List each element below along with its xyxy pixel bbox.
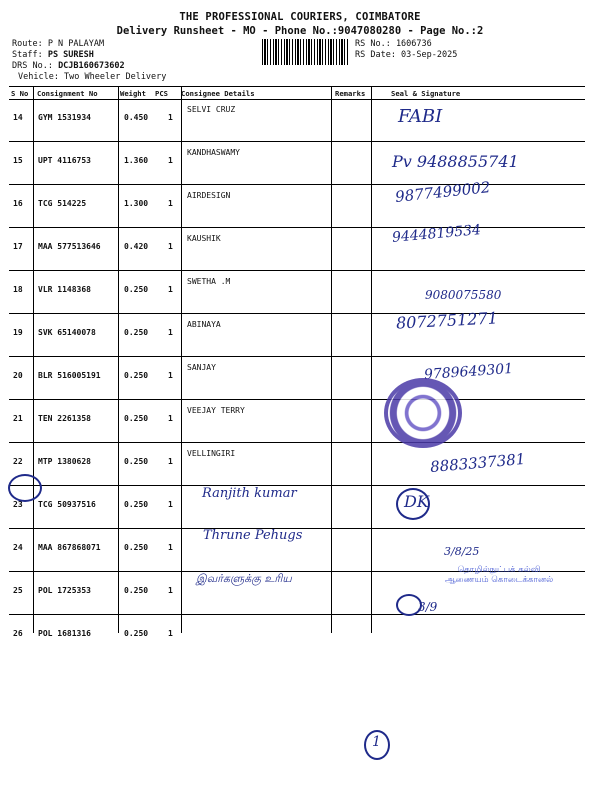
row-weight: 0.250 [124,328,149,337]
drs-value: DCJB160673602 [58,61,125,71]
row-sno: 23 [13,500,23,509]
signature-14: FABI [398,106,443,127]
row-pcs: 1 [168,328,173,337]
row-weight: 0.450 [124,113,149,122]
table-row [9,486,585,529]
rs-number: RS No.: 1606736 [355,39,432,49]
row-consignee: KAUSHIK [187,234,221,243]
row-consignment: TEN 2261358 [38,414,91,423]
row-consignment: MAA 867868071 [38,543,101,552]
row-weight: 0.420 [124,242,149,251]
col-sno: S No [11,89,29,98]
signature-17: 9444819534 [391,222,482,246]
row-consignment: MTP 1380628 [38,457,91,466]
row-pcs: 1 [168,199,173,208]
row-consignee: SANJAY [187,363,216,372]
bottom-mark: 1 [372,734,381,750]
round-office-stamp [384,378,462,448]
row-pcs: 1 [168,285,173,294]
col-consignment: Consignment No [37,89,98,98]
row-consignee: VELLINGIRI [187,449,236,458]
row-weight: 0.250 [124,586,149,595]
row-pcs: 1 [168,371,173,380]
row-consignment: BLR 516005191 [38,371,101,380]
row-sno: 19 [13,328,23,337]
row-weight: 1.360 [124,156,149,165]
staff-line [12,50,94,60]
circled-mark-25 [396,594,422,616]
table-row [9,99,585,142]
consignee-handwriting-24: Thrune Pehugs [203,528,303,543]
row-pcs: 1 [168,414,173,423]
row-consignment: TCG 50937516 [38,500,96,509]
table-row [9,185,585,228]
circled-row-23-mark [8,474,42,502]
row-sno: 25 [13,586,23,595]
row-consignment: MAA 577513646 [38,242,101,251]
row-sno: 14 [13,113,23,122]
col-weight: Weight [120,89,146,98]
row-pcs: 1 [168,242,173,251]
staff-value: PS SURESH [47,50,94,60]
row-sno: 26 [13,629,23,638]
col-seal-signature: Seal & Signature [391,89,461,98]
vehicle-label: Vehicle: Two Wheeler Delivery [18,72,167,82]
route-label: Route: P N PALAYAM [12,39,105,49]
row-sno: 21 [13,414,23,423]
row-weight: 0.250 [124,629,149,638]
signature-23: DK [404,492,429,511]
row-pcs: 1 [168,457,173,466]
circled-bottom-mark [364,730,390,760]
row-sno: 20 [13,371,23,380]
row-consignment: TCG 514225 [38,199,87,208]
row-consignee: VEEJAY TERRY [187,406,245,415]
company-title: THE PROFESSIONAL COURIERS, COIMBATORE [179,11,421,23]
row-consignment: UPT 4116753 [38,156,91,165]
row-consignment: GYM 1531934 [38,113,91,122]
row-consignee: ABINAYA [187,320,221,329]
signature-15: Pv 9488855741 [392,152,519,171]
signature-16: 9877499002 [394,178,492,206]
consignee-handwriting-25: இவர்களுக்கு உரிய [196,572,292,585]
rs-date: RS Date: 03-Sep-2025 [355,50,458,60]
row-weight: 0.250 [124,285,149,294]
row-consignment: POL 1725353 [38,586,91,595]
row-pcs: 1 [168,629,173,638]
row-sno: 22 [13,457,23,466]
drs-label: DRS No.: [12,61,59,71]
table-row [9,400,585,443]
row-weight: 1.300 [124,199,149,208]
row-weight: 0.250 [124,457,149,466]
row-consignee: SWETHA .M [187,277,231,286]
row-sno: 24 [13,543,23,552]
col-remarks: Remarks [335,89,366,98]
date-25: 3/9 [418,600,438,614]
column-divider [118,87,119,633]
row-consignment: VLR 1148368 [38,285,91,294]
row-sno: 15 [13,156,23,165]
column-divider [33,87,34,633]
row-weight: 0.250 [124,543,149,552]
table-row [9,228,585,271]
signature-20: 9789649301 [423,360,514,384]
signature-22: 8883337381 [429,449,527,477]
row-consignment: POL 1681316 [38,629,91,638]
seal-text: தொழில்நுட்பக் கல்வி ஆணையம் கொடைக்கானல் [444,565,554,585]
staff-label: Staff: [12,50,48,60]
row-pcs: 1 [168,113,173,122]
row-pcs: 1 [168,543,173,552]
column-divider [371,87,372,633]
row-weight: 0.250 [124,414,149,423]
row-consignee: KANDHASWAMY [187,148,240,157]
date-24: 3/8/25 [444,545,480,558]
column-divider [331,87,332,633]
row-weight: 0.250 [124,500,149,509]
column-divider [181,87,182,633]
row-sno: 18 [13,285,23,294]
row-consignment: SVK 65140078 [38,328,96,337]
row-weight: 0.250 [124,371,149,380]
barcode [262,39,350,65]
row-pcs: 1 [168,156,173,165]
row-sno: 16 [13,199,23,208]
col-pcs: PCS [155,89,168,98]
signature-19: 8072751271 [395,308,499,333]
circled-signature-23-mark [396,488,430,520]
drs-line [12,61,125,71]
runsheet-title: Delivery Runsheet - MO - Phone No.:9047080280 - Page No.:2 [116,25,484,37]
row-sno: 17 [13,242,23,251]
table-row [9,314,585,357]
row-consignee: SELVI CRUZ [187,105,236,114]
row-pcs: 1 [168,500,173,509]
row-pcs: 1 [168,586,173,595]
signature-18: 9080075580 [425,288,502,302]
consignee-handwriting-23: Ranjith kumar [202,486,297,501]
col-consignee: Consignee Details [181,89,255,98]
row-consignee: AIRDESIGN [187,191,231,200]
